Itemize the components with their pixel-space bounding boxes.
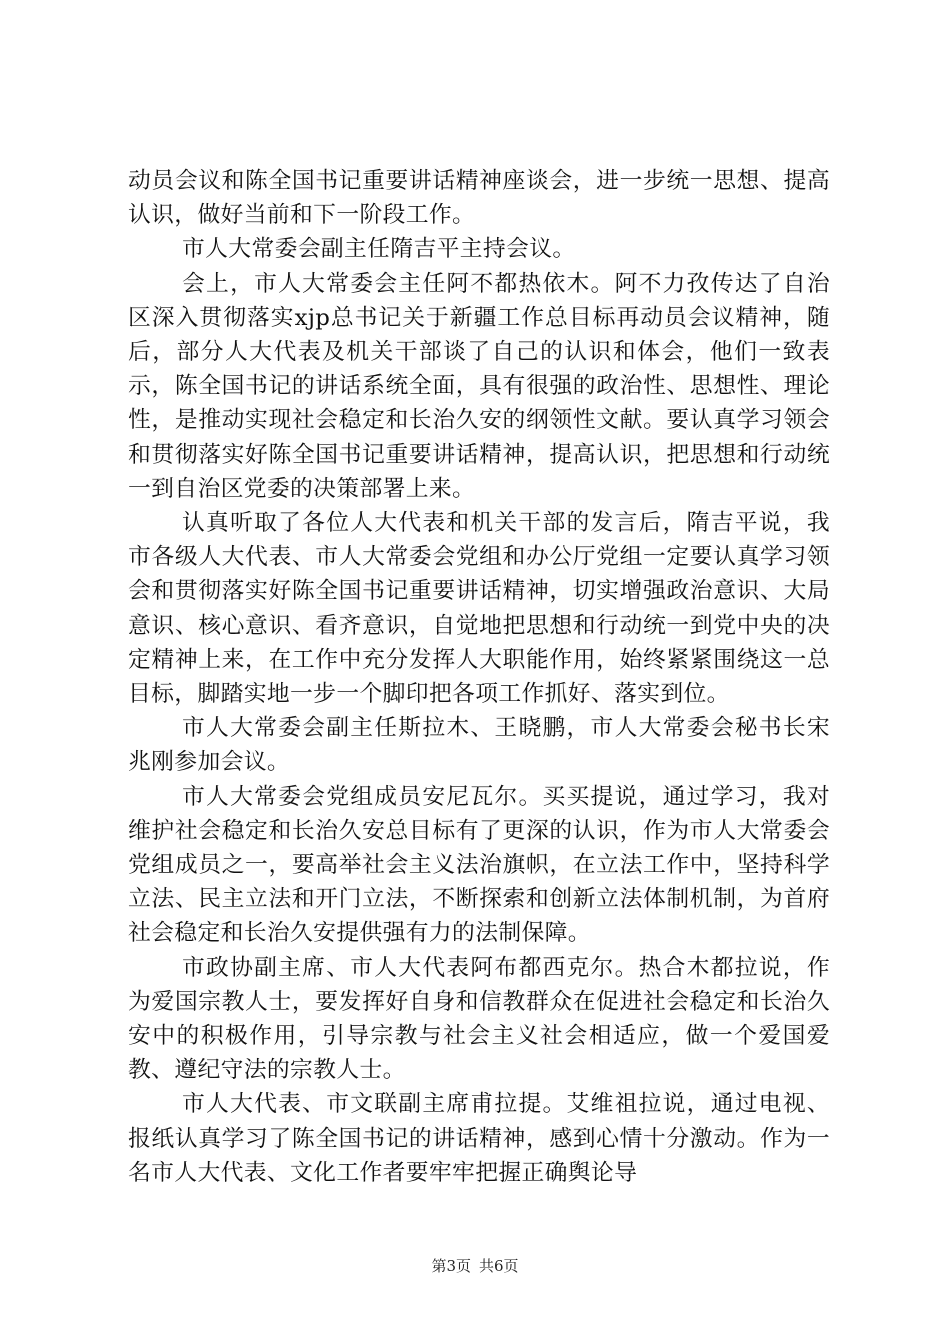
paragraph-3: 会上，市人大常委会主任阿不都热依木。阿不力孜传达了自治区深入贯彻落实xjp总书记关于新疆工作总目标再动员会议精神，随后，部分人大代表及机关干部谈了自己的认识和体会，他们一致表示，陈全国书记的讲话系统全面，具有很强的政治性、思想性、理论性，是推动实现社会稳定和长治久安的纲领性文献。要认真学习领会和贯彻落实好陈全国书记重要讲话精神，提高认识，把思想和行动统一到自治区党委的决策部署上来。 <box>128 270 830 502</box>
page-number: 第3页 <box>431 1257 471 1275</box>
paragraph-6: 市人大常委会党组成员安尼瓦尔。买买提说，通过学习，我对维护社会稳定和长治久安总目标有了更深的认识，作为市人大常委会党组成员之一，要高举社会主义法治旗帜，在立法工作中，坚持科学立法、民主立法和开门立法，不断探索和创新立法体制机制，为首府社会稳定和长治久安提供强有力的法制保障。 <box>128 783 830 947</box>
document-body <box>128 164 830 1190</box>
paragraph-4: 认真听取了各位人大代表和机关干部的发言后，隋吉平说，我市各级人大代表、市人大常委会党组和办公厅党组一定要认真学习领会和贯彻落实好陈全国书记重要讲话精神，切实增强政治意识、大局意识、核心意识、看齐意识，自觉地把思想和行动统一到党中央的决定精神上来，在工作中充分发挥人大职能作用，始终紧紧围绕这一总目标，脚踏实地一步一个脚印把各项工作抓好、落实到位。 <box>128 510 830 708</box>
paragraph-2: 市人大常委会副主任隋吉平主持会议。 <box>182 236 576 263</box>
paragraph-1: 动员会议和陈全国书记重要讲话精神座谈会，进一步统一思想、提高认识，做好当前和下一阶段工作。 <box>128 168 830 229</box>
page-footer <box>0 1255 950 1276</box>
paragraph-7: 市政协副主席、市人大代表阿布都西克尔。热合木都拉说，作为爱国宗教人士，要发挥好自身和信教群众在促进社会稳定和长治久安中的积极作用，引导宗教与社会主义社会相适应，做一个爱国爱教、遵纪守法的宗教人士。 <box>128 954 830 1084</box>
paragraph-8: 市人大代表、市文联副主席甫拉提。艾维祖拉说，通过电视、报纸认真学习了陈全国书记的讲话精神，感到心情十分激动。作为一名市人大代表、文化工作者要牢牢把握正确舆论导 <box>128 1091 830 1186</box>
page-total: 共6页 <box>479 1257 519 1275</box>
paragraph-5: 市人大常委会副主任斯拉木、王晓鹏，市人大常委会秘书长宋兆刚参加会议。 <box>128 715 830 776</box>
